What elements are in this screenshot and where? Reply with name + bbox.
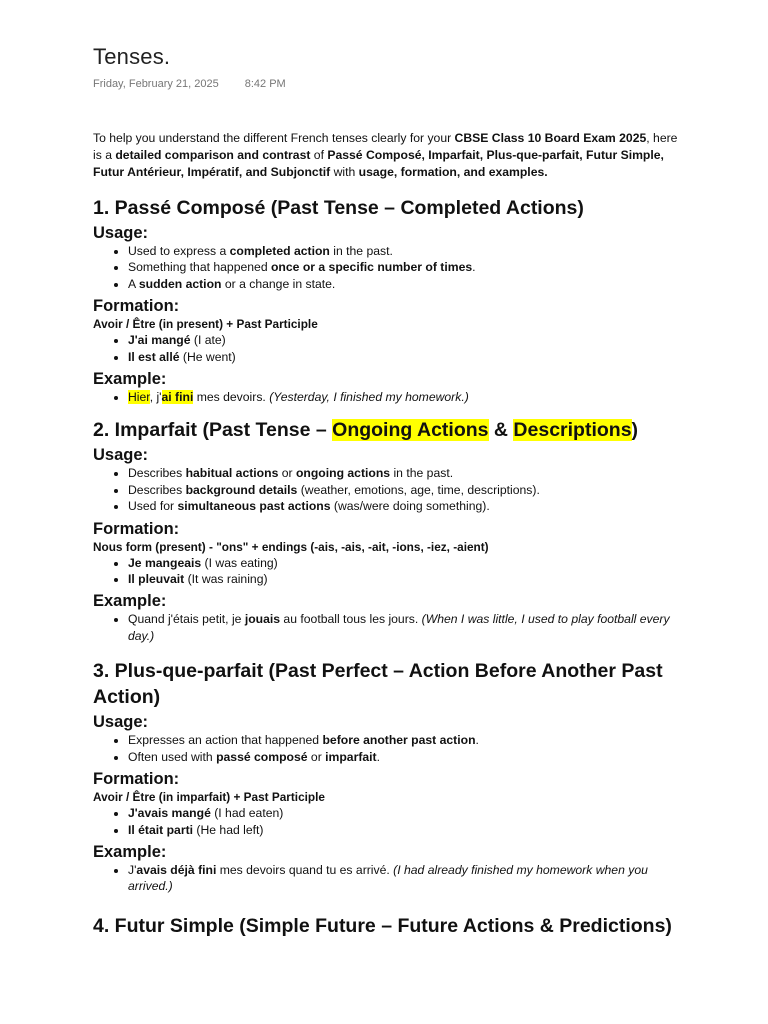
intro-text: with: [330, 165, 359, 179]
list-item: • Used to express a completed action in the past.: [128, 243, 683, 259]
section-plus-que-parfait: [93, 658, 683, 894]
example-heading: Example:: [93, 370, 167, 389]
section-heading: 3. Plus-que-parfait (Past Perfect – Action Before Another Past Action): [93, 660, 663, 709]
example-heading: Example:: [93, 842, 167, 861]
list-item: • Quand j'étais petit, je jouais au football tous les jours. (When I was little, I used to play football every day.): [128, 611, 683, 644]
list-item: • Expresses an action that happened before another past action.: [128, 732, 683, 748]
example-list: [93, 611, 683, 644]
example-list: [93, 389, 683, 405]
intro-text: , here is a: [93, 131, 678, 162]
formation-list: [93, 555, 683, 588]
intro-bold: usage, formation, and examples.: [358, 165, 548, 179]
usage-heading: Usage:: [93, 224, 149, 242]
list-item: • Describes background details (weather, emotions, age, time, descriptions).: [128, 482, 683, 498]
list-item: • Il est allé (He went): [128, 349, 683, 365]
formation-rule: Avoir / Être (in imparfait) + Past Participle: [93, 790, 325, 805]
intro-bold: detailed comparison and contrast: [115, 148, 311, 162]
highlighted-text: Ongoing Actions: [332, 419, 489, 442]
example-heading: Example:: [93, 592, 167, 611]
page-meta: [93, 78, 286, 90]
section-futur-simple: [93, 913, 683, 939]
highlighted-text: Hier: [128, 390, 150, 405]
section-heading: 4. Futur Simple (Simple Future – Future Actions & Predictions): [93, 914, 672, 937]
list-item: • Il était parti (He had left): [128, 822, 683, 838]
formation-heading: Formation:: [93, 519, 180, 538]
list-item: • Hier, j'ai fini mes devoirs. (Yesterday, I finished my homework.): [128, 389, 683, 405]
formation-heading: Formation:: [93, 297, 180, 316]
usage-list: [93, 465, 683, 514]
formation-rule: Avoir / Être (in present) + Past Participle: [93, 317, 318, 332]
page-body[interactable]: [93, 130, 683, 939]
intro-text: To help you understand the different French tenses clearly for your: [93, 131, 455, 145]
list-item: • J'ai mangé (I ate): [128, 332, 683, 348]
page-title[interactable]: Tenses.: [93, 44, 171, 69]
intro-text: of: [310, 148, 328, 162]
page-time: 8:42 PM: [244, 78, 286, 90]
page-date: Friday, February 21, 2025: [93, 78, 219, 90]
formation-heading: Formation:: [93, 770, 180, 789]
usage-heading: Usage:: [93, 713, 149, 732]
list-item: • A sudden action or a change in state.: [128, 276, 683, 292]
intro-bold: CBSE Class 10 Board Exam 2025: [454, 131, 647, 145]
usage-heading: Usage:: [93, 446, 149, 465]
list-item: • Something that happened once or a specific number of times.: [128, 259, 683, 275]
formation-list: [93, 332, 683, 365]
highlighted-text: Descriptions: [513, 419, 632, 442]
usage-list: [93, 732, 683, 765]
usage-list: [93, 243, 683, 292]
intro-bold: Passé Composé, Imparfait, Plus-que-parfait, Futur Simple, Futur Antérieur, Impératif, and Subjonctif: [93, 148, 664, 179]
list-item: • J'avais déjà fini mes devoirs quand tu es arrivé. (I had already finished my homework when you arrived.): [128, 862, 683, 895]
list-item: • Often used with passé composé or imparfait.: [128, 749, 683, 765]
list-item: • Je mangeais (I was eating): [128, 555, 683, 571]
formation-list: [93, 805, 683, 838]
section-heading: 1. Passé Composé (Past Tense – Completed Actions): [93, 197, 584, 219]
example-list: [93, 862, 683, 895]
list-item: • J'avais mangé (I had eaten): [128, 805, 683, 821]
list-item: • Used for simultaneous past actions (was/were doing something).: [128, 498, 683, 514]
intro-paragraph[interactable]: [93, 130, 683, 181]
section-passe-compose: [93, 195, 683, 405]
list-item: • Describes habitual actions or ongoing actions in the past.: [128, 465, 683, 481]
section-imparfait: [93, 417, 683, 644]
formation-rule: Nous form (present) - "ons" + endings (-ais, -ais, -ait, -ions, -iez, -aient): [93, 539, 489, 554]
list-item: • Il pleuvait (It was raining): [128, 571, 683, 587]
section-heading: 2. Imparfait (Past Tense – Ongoing Actions & Descriptions): [93, 419, 639, 442]
highlighted-text: ai fini: [161, 390, 194, 405]
